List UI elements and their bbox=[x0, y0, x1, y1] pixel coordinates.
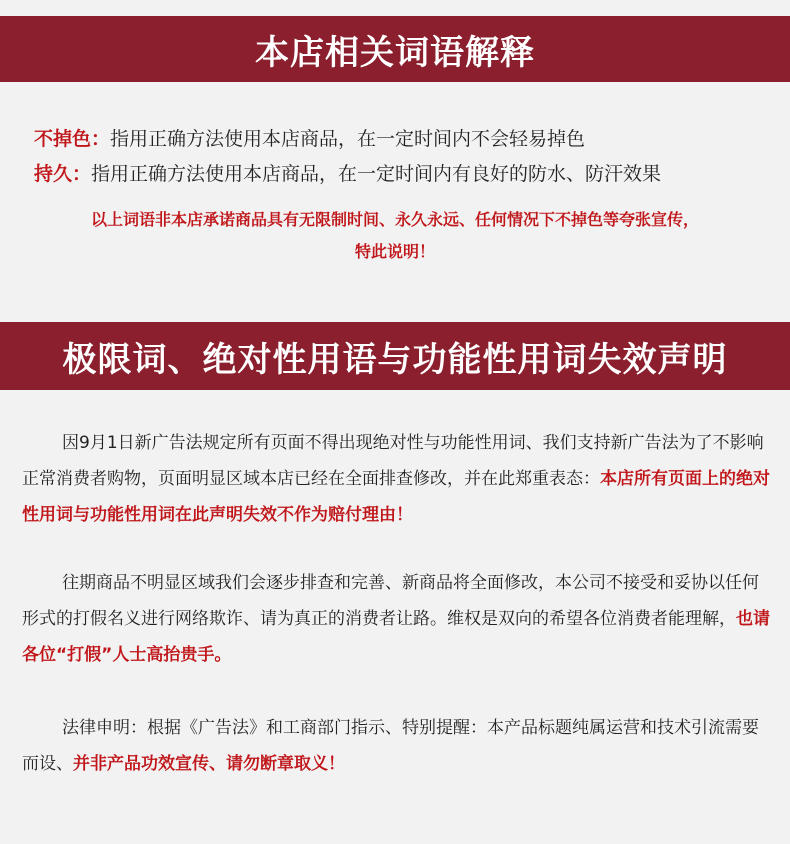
paragraph-emphasis: 本店所有页面上的绝对性用词与功能性用词在此声明失效不作为赔付理由！ bbox=[22, 469, 770, 525]
statement-paragraph bbox=[22, 710, 770, 782]
paragraph-emphasis: 也请各位“打假”人士高抬贵手。 bbox=[22, 609, 770, 665]
paragraph-text: 往期商品不明显区域我们会逐步排查和完善、新商品将全面修改，本公司不接受和妥协以任何形式的打假名义进行网络欺诈、请为真正的消费者让路。维权是双向的希望各位消费者能理解， bbox=[22, 573, 759, 629]
term-label: 持久： bbox=[34, 163, 92, 185]
disclaimer-line: 以上词语非本店承诺商品具有无限制时间、永久永远、任何情况下不掉色等夸张宣传， bbox=[90, 210, 699, 229]
paragraph-text: 因9月1日新广告法规定所有页面不得出现绝对性与功能性用词、我们支持新广告法为了不影响正常消费者购物，页面明显区域本店已经在全面排查修改，并在此郑重表态： bbox=[22, 433, 764, 489]
disclaimer-line: 特此说明！ bbox=[354, 242, 435, 261]
disclaimer-notice bbox=[0, 204, 790, 268]
section-title-banner bbox=[0, 322, 790, 390]
statement-paragraph bbox=[22, 425, 770, 533]
statement-paragraph bbox=[22, 565, 770, 673]
term-definition-row bbox=[34, 159, 661, 186]
term-label: 不掉色： bbox=[34, 128, 111, 150]
term-description: 指用正确方法使用本店商品，在一定时间内有良好的防水、防汗效果 bbox=[91, 163, 662, 185]
paragraph-emphasis: 并非产品功效宣传、请勿断章取义！ bbox=[73, 754, 345, 774]
paragraph-text: 法律申明：根据《广告法》和工商部门指示、特别提醒：本产品标题纯属运营和技术引流需要而设、 bbox=[22, 718, 759, 774]
term-definition-row bbox=[34, 124, 585, 151]
term-description: 指用正确方法使用本店商品，在一定时间内不会轻易掉色 bbox=[110, 128, 586, 150]
section-title-banner bbox=[0, 16, 790, 82]
section-title: 本店相关词语解释 bbox=[255, 32, 535, 73]
section-title: 极限词、绝对性用语与功能性用词失效声明 bbox=[62, 339, 728, 380]
